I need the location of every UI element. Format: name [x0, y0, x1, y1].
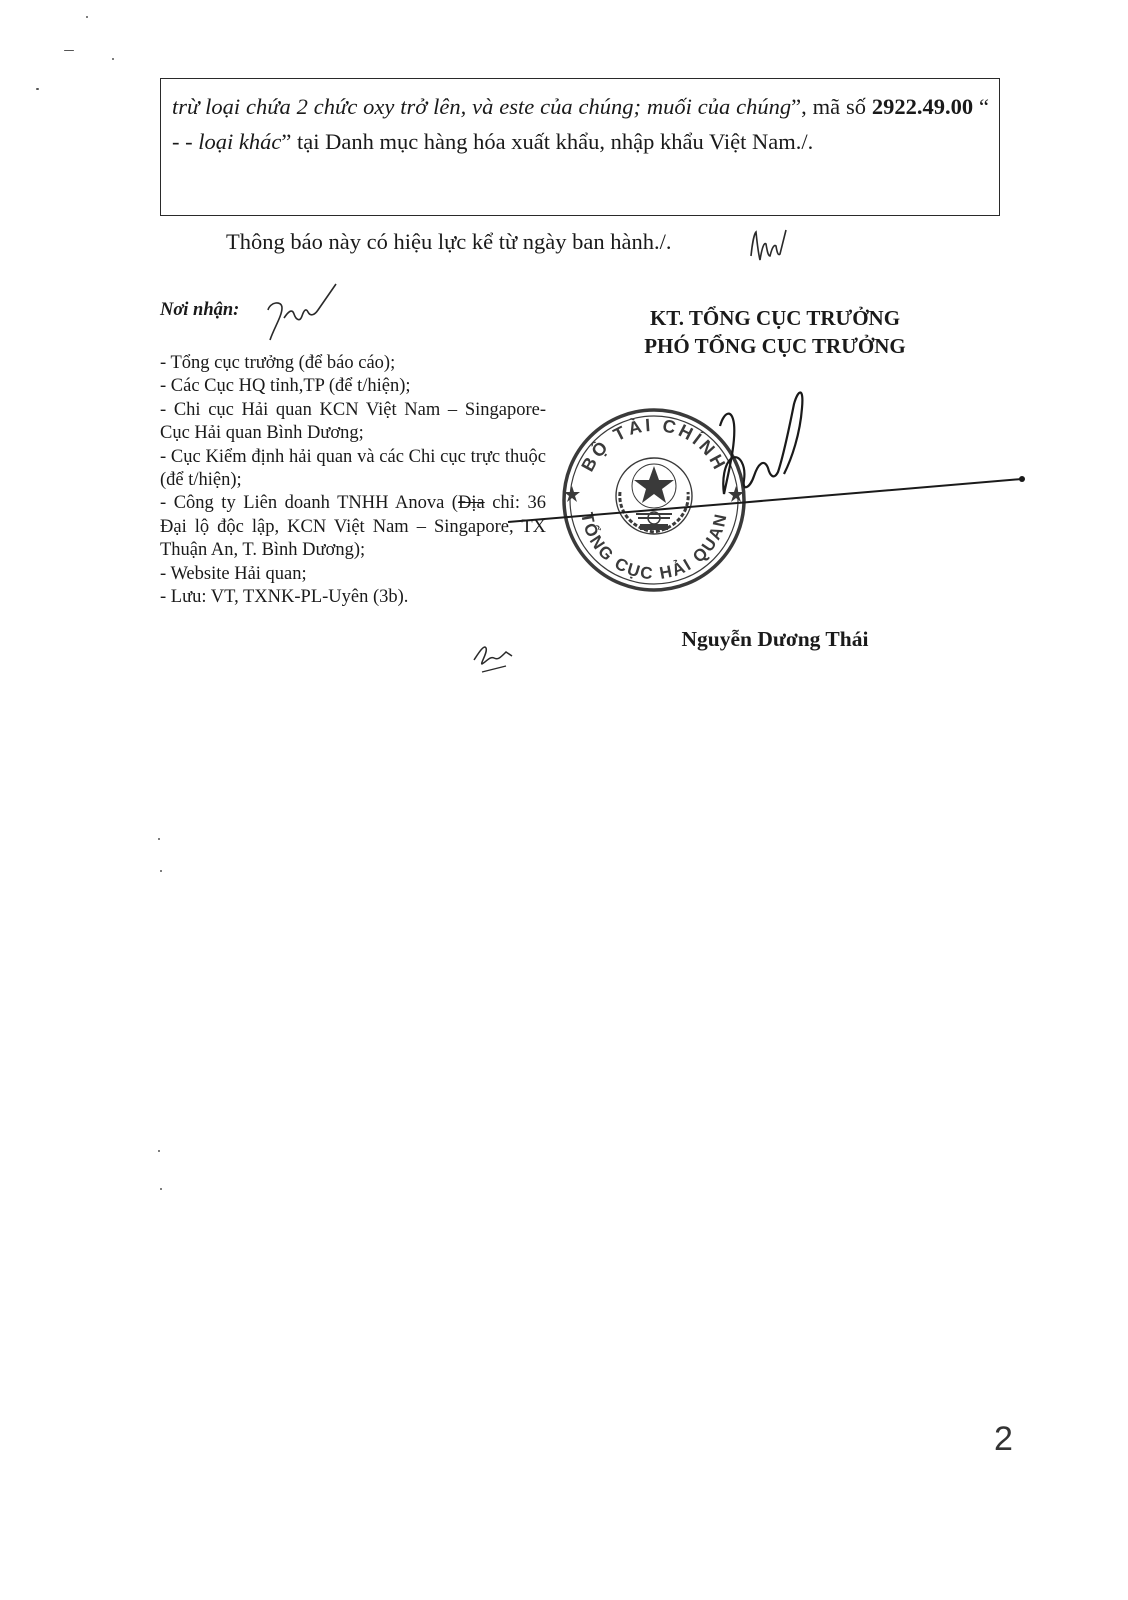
recipient-item: - Chi cục Hải quan KCN Việt Nam – Singapore- Cục Hải quan Bình Dương;	[160, 399, 546, 444]
recipients-label-text: Nơi nhận	[160, 300, 234, 320]
recipient-struck-word: Địa	[457, 493, 485, 514]
recipients-label-colon: :	[233, 300, 240, 320]
hs-code: 2922.49.00	[871, 94, 974, 119]
recipients-label	[160, 300, 239, 321]
recipient-item: - Tổng cục trưởng (để báo cáo);	[160, 353, 396, 373]
recipient-company-address: chỉ: 36 Đại lộ độc lập, KCN Việt Nam – Singapore, TX Thuận An, T. Bình Dương);	[160, 493, 546, 561]
scan-speck	[158, 1150, 160, 1152]
initial-mark-recipients	[262, 282, 338, 344]
conclusion-box	[160, 78, 1000, 216]
box-line2-tail: ” tại Danh mục hàng hóa xuất khẩu, nhập khẩu Việt	[281, 129, 747, 154]
scan-speck	[158, 838, 160, 840]
box-italic-phrase: trừ loại chứa 2 chức oxy trở lên, và este của chúng; muối của chúng	[172, 94, 792, 119]
signer-name: Nguyễn Dương Thái	[681, 627, 869, 651]
handwritten-signature	[488, 384, 1028, 534]
scan-speck	[160, 1188, 162, 1190]
scan-speck	[64, 50, 74, 51]
scan-speck	[160, 870, 162, 872]
initial-mark-effect	[748, 226, 788, 270]
recipient-item: - Các Cục HQ tỉnh,TP (để t/hiện);	[160, 376, 411, 397]
signature-title-1: KT. TỔNG CỤC TRƯỞNG	[649, 306, 901, 330]
effect-statement: Thông báo này có hiệu lực kể từ ngày ban hành./.	[226, 229, 672, 254]
box-open-quote: “ - -	[172, 94, 990, 154]
recipient-item: - Lưu: VT, TXNK-PL-Uyên (3b).	[160, 587, 409, 608]
recipient-item: - Website Hải quan;	[160, 563, 307, 584]
box-item-italic: loại khác	[198, 129, 282, 154]
seal-bottom-text: TỔNG CỤC HẢI QUAN	[577, 510, 731, 584]
scan-speck	[86, 16, 88, 18]
seal-top-text: BỘ TÀI CHÍNH	[577, 414, 731, 475]
scan-speck	[112, 58, 114, 60]
recipient-company-prefix: - Công ty Liên doanh TNHH Anova (	[160, 493, 458, 514]
initial-mark-archive	[470, 636, 520, 680]
signature-title-2: PHÓ TỔNG CỤC TRƯỞNG	[644, 334, 906, 358]
page-number: 2	[994, 1420, 1013, 1458]
recipient-item: - Cục Kiểm định hải quan và các Chi cục trực thuộc (để t/hiện);	[160, 446, 546, 491]
scan-speck	[36, 88, 39, 90]
box-line3: Nam./.	[751, 129, 814, 154]
box-line1-tail: ”, mã số	[791, 94, 866, 119]
